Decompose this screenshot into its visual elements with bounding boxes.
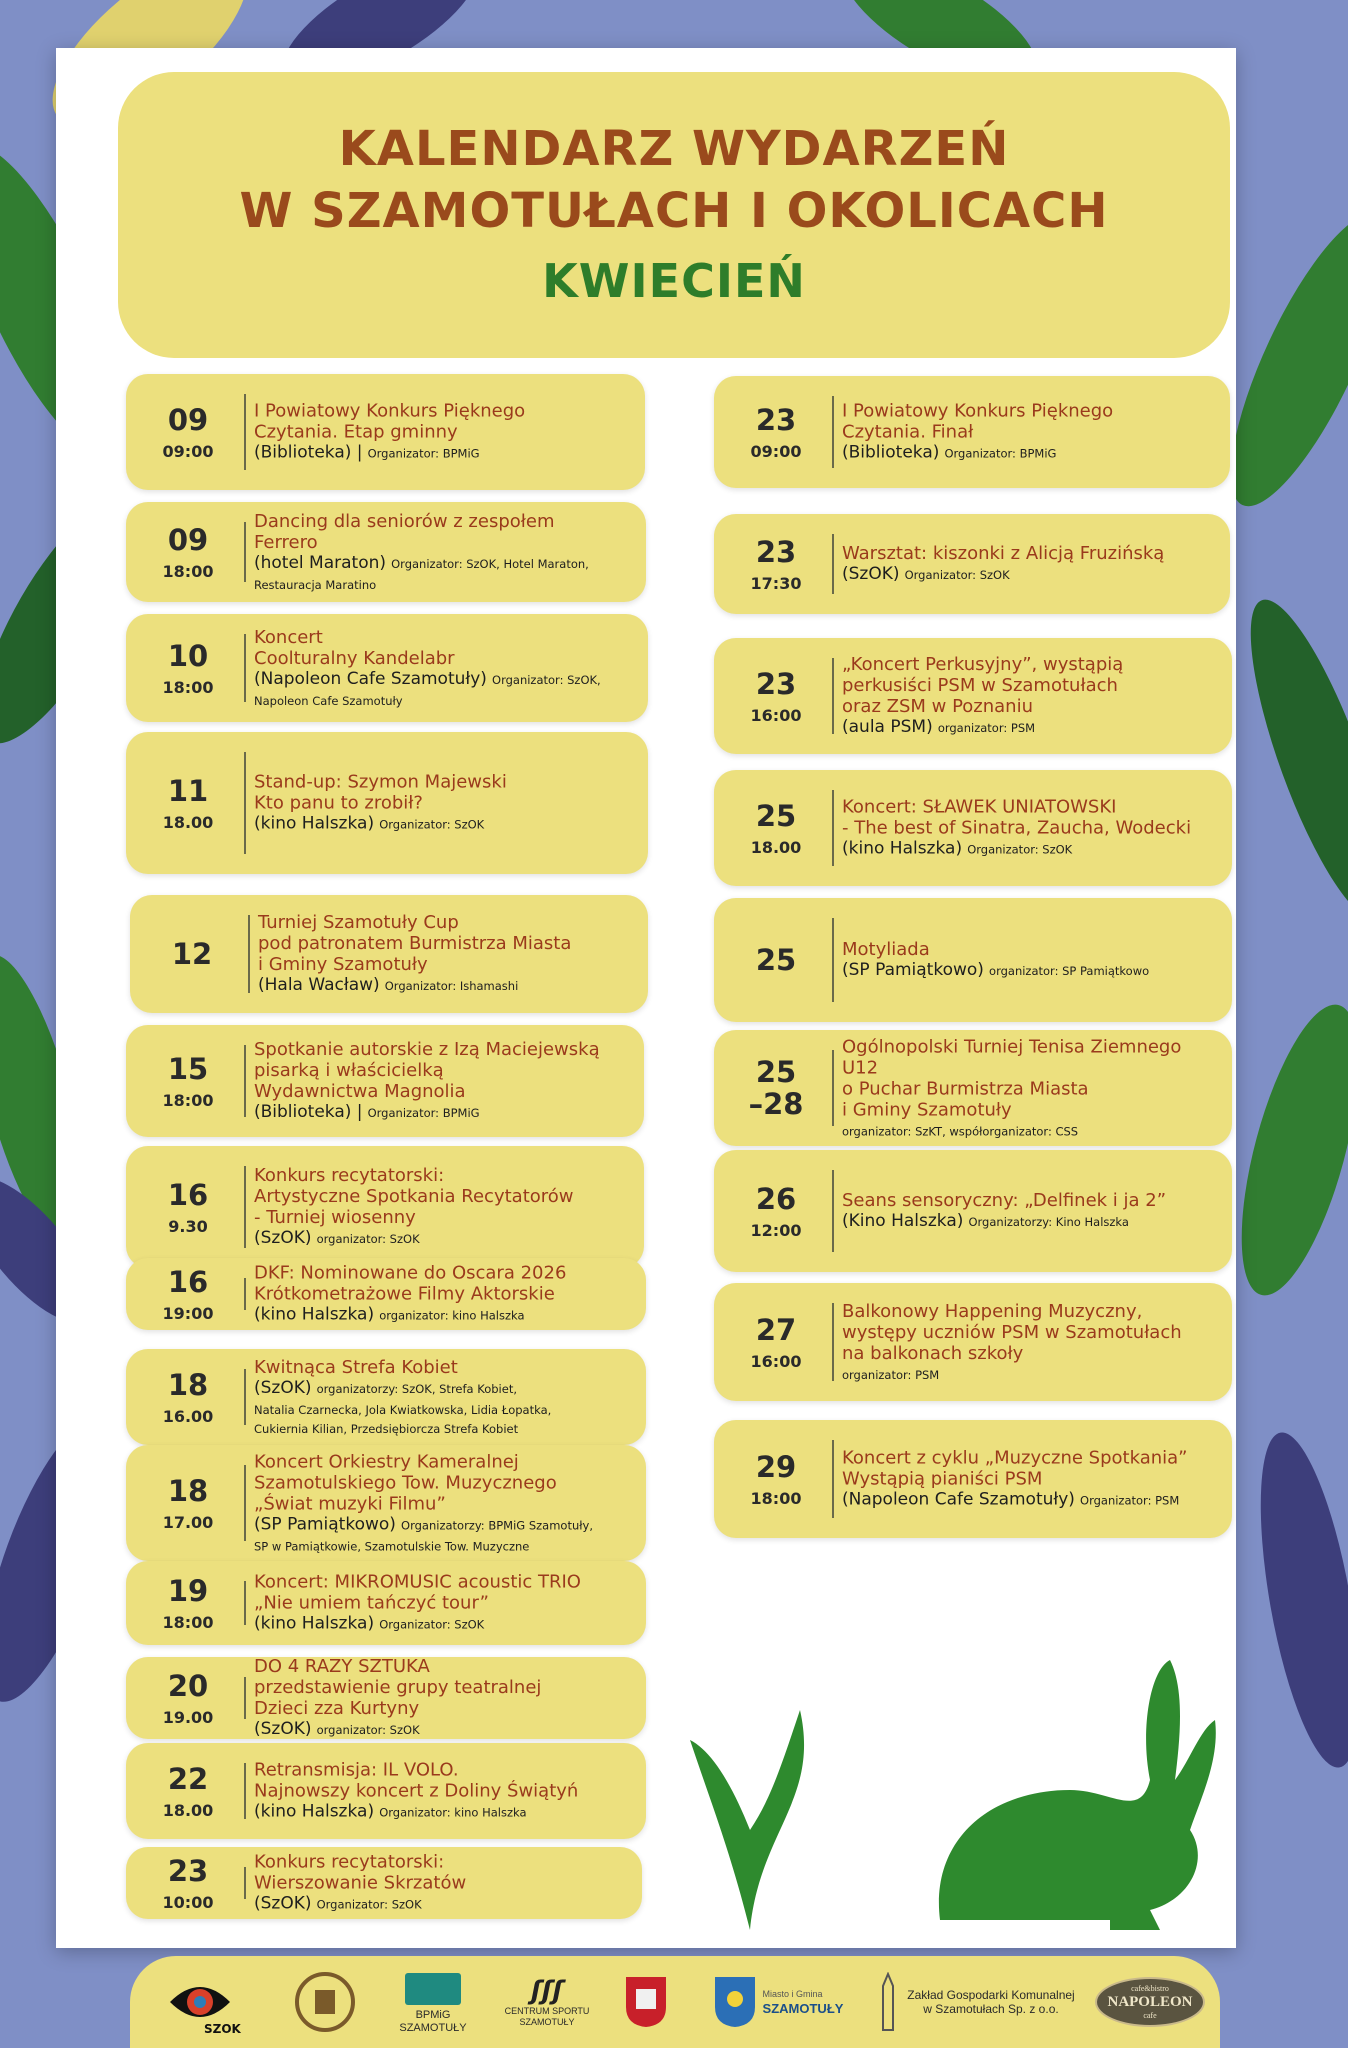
event-date bbox=[724, 638, 828, 754]
event-title: Warsztat: kiszonki z Alicją Fruzińską bbox=[842, 543, 1165, 564]
event-divider bbox=[244, 1166, 246, 1248]
event-venue: (Biblioteka) bbox=[842, 442, 940, 463]
event-card bbox=[126, 1258, 646, 1330]
event-details bbox=[254, 1452, 636, 1555]
event-details bbox=[254, 1165, 634, 1249]
event-card bbox=[126, 1445, 646, 1561]
event-card bbox=[126, 1847, 642, 1919]
zgk-logo bbox=[865, 1956, 1085, 2048]
event-time: 09:00 bbox=[162, 441, 214, 461]
bpmig-label: BPMiG SZAMOTUŁY bbox=[399, 2009, 467, 2034]
event-day: 29 bbox=[755, 1449, 797, 1484]
event-title: Seans sensoryczny: „Delfinek i ja 2” bbox=[842, 1190, 1167, 1211]
event-title: DO 4 RAZY SZTUKA przedstawienie grupy teatralnej Dzieci zza Kurtyny bbox=[254, 1656, 542, 1719]
event-divider bbox=[244, 1465, 246, 1541]
event-venue: (Biblioteka) | bbox=[254, 1102, 363, 1122]
css-label: CENTRUM SPORTU SZAMOTUŁY bbox=[504, 2006, 590, 2027]
event-date bbox=[136, 732, 240, 874]
event-date bbox=[724, 376, 828, 488]
event-day: 11 bbox=[167, 773, 209, 808]
event-divider bbox=[244, 1369, 246, 1425]
event-title: Spotkanie autorskie z Izą Maciejewską pisarką i właścicielką Wydawnictwa Magnolia bbox=[254, 1039, 600, 1102]
event-date bbox=[136, 1445, 240, 1561]
css-mark-icon: ʃʃʃ bbox=[530, 1976, 564, 2006]
event-divider bbox=[244, 1763, 246, 1819]
event-venue: (kino Halszka) bbox=[842, 838, 963, 859]
event-divider bbox=[244, 1045, 246, 1117]
event-time: 16:00 bbox=[750, 1351, 802, 1371]
event-day: 25 bbox=[755, 798, 797, 833]
event-time: 17:30 bbox=[750, 573, 802, 593]
event-date bbox=[724, 770, 828, 886]
napoleon-logo bbox=[1090, 1956, 1210, 2048]
event-divider bbox=[244, 1581, 246, 1625]
event-card bbox=[714, 1283, 1232, 1401]
bpmig-logo bbox=[388, 1956, 478, 2048]
event-date bbox=[724, 514, 828, 614]
event-card bbox=[126, 614, 648, 722]
szok-label: SZOK bbox=[204, 2022, 241, 2036]
miasto-small-label: Miasto i Gmina bbox=[762, 1989, 823, 1999]
event-organizer: Organizator: SzOK bbox=[379, 817, 485, 832]
event-date bbox=[136, 374, 240, 490]
event-details bbox=[254, 511, 636, 593]
event-details bbox=[254, 1357, 636, 1437]
napoleon-bottom-label: cafe bbox=[1143, 2011, 1157, 2020]
event-time: 19.00 bbox=[162, 1707, 214, 1727]
event-venue: (Hala Wacław) bbox=[258, 975, 380, 995]
event-day: 16 bbox=[167, 1177, 209, 1212]
event-day: 27 bbox=[755, 1312, 797, 1347]
event-day: 23 bbox=[755, 666, 797, 701]
event-divider bbox=[832, 918, 834, 1002]
event-details bbox=[842, 797, 1222, 860]
event-details bbox=[254, 1852, 632, 1915]
szamotuly-label: SZAMOTUŁY bbox=[762, 2001, 844, 2016]
event-details bbox=[254, 401, 635, 464]
event-venue: (Napoleon Cafe Szamotuły) bbox=[254, 669, 487, 689]
event-venue: (kino Halszka) bbox=[254, 1304, 375, 1325]
event-organizer: Organizatorzy: Kino Halszka bbox=[968, 1215, 1129, 1229]
css-logo bbox=[492, 1956, 602, 2048]
event-organizer: Organizator: SzOK bbox=[967, 842, 1073, 857]
event-time: 12:00 bbox=[750, 1220, 802, 1240]
event-card bbox=[126, 374, 645, 490]
event-card bbox=[714, 770, 1232, 886]
event-time: 19:00 bbox=[162, 1303, 214, 1323]
event-details bbox=[842, 1190, 1222, 1232]
event-card bbox=[714, 1420, 1232, 1538]
event-time: 16.00 bbox=[162, 1406, 214, 1426]
event-details bbox=[842, 939, 1222, 981]
event-venue: (hotel Maraton) bbox=[254, 553, 387, 573]
event-organizer: organizator: PSM bbox=[937, 721, 1036, 735]
event-title: Motyliada bbox=[842, 939, 930, 960]
event-divider bbox=[832, 658, 834, 734]
event-card bbox=[714, 1150, 1232, 1272]
event-title: Balkonowy Happening Muzyczny, występy uczniów PSM w Szamotułach na balkonach szkoły bbox=[842, 1301, 1182, 1364]
month-title: KWIECIEŃ bbox=[542, 254, 806, 308]
event-title: Stand-up: Szymon Majewski Kto panu to zrobił? bbox=[254, 771, 507, 814]
event-title: I Powiatowy Konkurs Pięknego Czytania. Finał bbox=[842, 400, 1114, 443]
event-date bbox=[136, 1657, 240, 1739]
event-day: 19 bbox=[167, 1573, 209, 1608]
event-time: 16:00 bbox=[750, 705, 802, 725]
event-details bbox=[254, 772, 638, 835]
event-venue: (aula PSM) bbox=[842, 717, 933, 737]
event-divider bbox=[832, 1170, 834, 1252]
event-date bbox=[136, 502, 240, 602]
event-card bbox=[126, 732, 648, 874]
event-card bbox=[714, 1030, 1232, 1146]
event-day: 23 bbox=[167, 1853, 209, 1888]
event-organizer: Organizator: BPMiG bbox=[367, 446, 480, 461]
event-organizer: Organizator: Ishamashi bbox=[384, 979, 519, 993]
event-date bbox=[136, 1349, 240, 1445]
event-organizer: organizatorzy: SzOK, Strefa Kobiet, Natalia Czarnecka, Jola Kwiatkowska, Lidia Łopatka, Cukiernia Kilian, Przedsiębiorcza Strefa Kobiet bbox=[254, 1382, 552, 1436]
event-organizer: organizator: SzOK bbox=[316, 1723, 420, 1737]
event-date bbox=[136, 1743, 240, 1839]
event-day: 09 bbox=[167, 522, 209, 557]
napoleon-label: NAPOLEON bbox=[1107, 1994, 1193, 2010]
page-title-line2: W SZAMOTUŁACH I OKOLICACH bbox=[239, 183, 1109, 239]
event-organizer: Organizator: PSM bbox=[1080, 1493, 1180, 1508]
event-time: 18:00 bbox=[162, 1090, 214, 1110]
event-details bbox=[842, 1301, 1222, 1383]
event-date bbox=[136, 1847, 240, 1919]
event-venue: (Biblioteka) | bbox=[254, 442, 363, 463]
event-time: 09:00 bbox=[750, 441, 802, 461]
event-time: 18:00 bbox=[162, 677, 214, 697]
event-day: 16 bbox=[167, 1264, 209, 1299]
event-venue: (SzOK) bbox=[254, 1893, 312, 1914]
event-details bbox=[842, 1037, 1222, 1140]
event-card bbox=[126, 1025, 644, 1137]
event-title: Koncert Coolturalny Kandelabr bbox=[254, 627, 455, 669]
event-card bbox=[126, 1349, 646, 1445]
event-title: Kwitnąca Strefa Kobiet bbox=[254, 1357, 458, 1378]
event-divider bbox=[244, 522, 246, 582]
event-card bbox=[126, 1743, 646, 1839]
event-venue: (kino Halszka) bbox=[254, 1801, 375, 1822]
event-details bbox=[258, 912, 638, 996]
event-day: 10 bbox=[167, 638, 209, 673]
tower-icon bbox=[875, 1972, 901, 2032]
event-day: 23 bbox=[755, 402, 797, 437]
event-divider bbox=[832, 396, 834, 468]
event-card bbox=[126, 502, 646, 602]
event-date bbox=[136, 614, 240, 722]
event-venue: (Napoleon Cafe Szamotuły) bbox=[842, 1489, 1075, 1510]
event-organizer: Organizator: SzOK, Hotel Maraton, Restauracja Maratino bbox=[254, 557, 589, 592]
event-divider bbox=[832, 1440, 834, 1518]
event-time: 18.00 bbox=[162, 812, 214, 832]
event-date bbox=[136, 1258, 240, 1330]
event-day: 18 bbox=[167, 1367, 209, 1402]
event-details bbox=[254, 1760, 636, 1823]
muzeum-logo bbox=[280, 1956, 370, 2048]
event-details bbox=[842, 543, 1220, 585]
event-day: 18 bbox=[167, 1473, 209, 1508]
event-date bbox=[136, 1146, 240, 1268]
event-day: 25 –28 bbox=[748, 1055, 804, 1121]
event-title: „Koncert Perkusyjny”, wystąpią perkusiści PSM w Szamotułach oraz ZSM w Poznaniu bbox=[842, 654, 1124, 717]
event-time: 18:00 bbox=[162, 1612, 214, 1632]
event-date bbox=[140, 895, 244, 1013]
event-venue: (SP Pamiątkowo) bbox=[254, 1514, 396, 1535]
event-venue: (kino Halszka) bbox=[254, 813, 375, 834]
event-divider bbox=[244, 1867, 246, 1899]
event-card bbox=[126, 1561, 646, 1645]
event-date bbox=[724, 1150, 828, 1272]
event-title: DKF: Nominowane do Oscara 2026 Krótkometrażowe Filmy Aktorskie bbox=[254, 1262, 567, 1305]
event-title: Dancing dla seniorów z zespołem Ferrero bbox=[254, 511, 555, 553]
event-title: Konkurs recytatorski: Wierszowanie Skrzatów bbox=[254, 1851, 467, 1894]
sponsor-logos-bar bbox=[130, 1956, 1220, 2048]
event-details bbox=[842, 401, 1220, 464]
event-details bbox=[254, 1263, 636, 1326]
event-date bbox=[724, 1420, 828, 1538]
event-organizer: Organizator: BPMiG bbox=[944, 446, 1057, 461]
event-time: 18:00 bbox=[750, 1488, 802, 1508]
event-divider bbox=[832, 534, 834, 594]
event-details bbox=[842, 1448, 1222, 1511]
city-crest-icon bbox=[713, 1975, 757, 2029]
event-organizer: Organizator: SzOK, Napoleon Cafe Szamotuły bbox=[254, 673, 601, 708]
event-organizer: organizator: SzOK bbox=[316, 1232, 420, 1246]
event-venue: (SzOK) bbox=[254, 1228, 312, 1248]
event-venue: (SzOK) bbox=[254, 1719, 312, 1739]
event-time: 17.00 bbox=[162, 1512, 214, 1532]
event-organizer: organizator: SP Pamiątkowo bbox=[989, 964, 1150, 978]
event-day: 15 bbox=[167, 1051, 209, 1086]
event-title: Turniej Szamotuły Cup pod patronatem Burmistrza Miasta i Gminy Szamotuły bbox=[258, 912, 572, 975]
event-day: 22 bbox=[167, 1761, 209, 1796]
powiat-crest-logo bbox=[616, 1956, 676, 2048]
coat-of-arms-icon bbox=[624, 1975, 668, 2029]
event-title: Koncert z cyklu „Muzyczne Spotkania” Wystąpią pianiści PSM bbox=[842, 1447, 1188, 1490]
event-title: Koncert: MIKROMUSIC acoustic TRIO „Nie umiem tańczyć tour” bbox=[254, 1571, 581, 1614]
event-day: 23 bbox=[755, 534, 797, 569]
event-card bbox=[714, 376, 1230, 488]
event-details bbox=[254, 1656, 636, 1740]
event-date bbox=[136, 1025, 240, 1137]
event-organizer: organizator: kino Halszka bbox=[379, 1308, 525, 1323]
zgk-label: Zakład Gospodarki Komunalnej w Szamotułach Sp. z o.o. bbox=[907, 1988, 1075, 2016]
event-venue: (SP Pamiątkowo) bbox=[842, 960, 984, 980]
event-card bbox=[714, 638, 1232, 754]
event-divider bbox=[244, 394, 246, 470]
event-date bbox=[724, 898, 828, 1022]
event-day: 26 bbox=[755, 1181, 797, 1216]
event-venue: (SzOK) bbox=[254, 1378, 312, 1398]
event-card bbox=[714, 898, 1232, 1022]
event-card bbox=[126, 1146, 644, 1268]
event-title: Ogólnopolski Turniej Tenisa Ziemnego U12 o Puchar Burmistrza Miasta i Gminy Szamotuły bbox=[842, 1036, 1182, 1121]
event-day: 25 bbox=[755, 943, 797, 977]
event-venue: (Kino Halszka) bbox=[842, 1211, 964, 1231]
event-venue: (kino Halszka) bbox=[254, 1613, 375, 1634]
event-day: 09 bbox=[167, 402, 209, 437]
event-card bbox=[130, 895, 648, 1013]
event-organizer: organizator: PSM bbox=[842, 1368, 940, 1382]
event-time: 18.00 bbox=[750, 837, 802, 857]
event-date bbox=[724, 1283, 828, 1401]
event-divider bbox=[244, 752, 246, 854]
event-organizer: Organizator: kino Halszka bbox=[379, 1805, 527, 1820]
event-title: Koncert Orkiestry Kameralnej Szamotulskiego Tow. Muzycznego „Świat muzyki Filmu” bbox=[254, 1451, 557, 1515]
event-time: 18:00 bbox=[162, 561, 214, 581]
event-card bbox=[126, 1657, 646, 1739]
event-organizer: Organizator: SzOK bbox=[379, 1617, 485, 1632]
header-banner bbox=[118, 72, 1230, 358]
event-day: 20 bbox=[167, 1668, 209, 1703]
event-organizer: Organizatorzy: BPMiG Szamotuły, SP w Pamiątkowie, Szamotulskie Tow. Muzyczne bbox=[254, 1518, 593, 1554]
event-details bbox=[254, 1572, 636, 1635]
event-title: Retransmisja: IL VOLO. Najnowszy koncert z Doliny Świątyń bbox=[254, 1759, 579, 1802]
event-divider bbox=[832, 1303, 834, 1381]
event-date bbox=[136, 1561, 240, 1645]
rabbit-silhouette-icon bbox=[690, 1630, 1290, 1930]
event-details bbox=[842, 654, 1222, 738]
event-time: 18.00 bbox=[162, 1800, 214, 1820]
event-venue: (SzOK) bbox=[842, 564, 900, 584]
event-title: Koncert: SŁAWEK UNIATOWSKI - The best of Sinatra, Zaucha, Wodecki bbox=[842, 796, 1192, 839]
event-time: 9.30 bbox=[168, 1216, 208, 1236]
szamotuly-logo bbox=[698, 1956, 858, 2048]
event-title: I Powiatowy Konkurs Pięknego Czytania. Etap gminny bbox=[254, 400, 526, 443]
event-organizer: Organizator: BPMiG bbox=[367, 1106, 480, 1120]
event-organizer: Organizator: SzOK bbox=[904, 568, 1010, 582]
event-details bbox=[254, 1039, 634, 1123]
event-details bbox=[254, 627, 638, 709]
event-divider bbox=[832, 1050, 834, 1126]
event-divider bbox=[244, 634, 246, 702]
napoleon-top-label: cafe&bistro bbox=[1131, 1984, 1169, 1993]
event-title: Konkurs recytatorski: Artystyczne Spotkania Recytatorów - Turniej wiosenny bbox=[254, 1165, 574, 1228]
book-icon bbox=[403, 1969, 463, 2009]
museum-seal-icon bbox=[293, 1970, 357, 2034]
event-divider bbox=[832, 790, 834, 866]
event-divider bbox=[248, 915, 250, 993]
event-time: 10:00 bbox=[162, 1892, 214, 1912]
event-divider bbox=[244, 1278, 246, 1310]
page-title-line1: KALENDARZ WYDARZEŃ bbox=[338, 121, 1010, 177]
event-organizer: organizator: SzKT, współorganizator: CSS bbox=[842, 1124, 1079, 1139]
event-date bbox=[724, 1030, 828, 1146]
event-card bbox=[714, 514, 1230, 614]
event-day: 12 bbox=[171, 937, 213, 971]
event-divider bbox=[244, 1677, 246, 1719]
event-organizer: Organizator: SzOK bbox=[316, 1897, 422, 1912]
